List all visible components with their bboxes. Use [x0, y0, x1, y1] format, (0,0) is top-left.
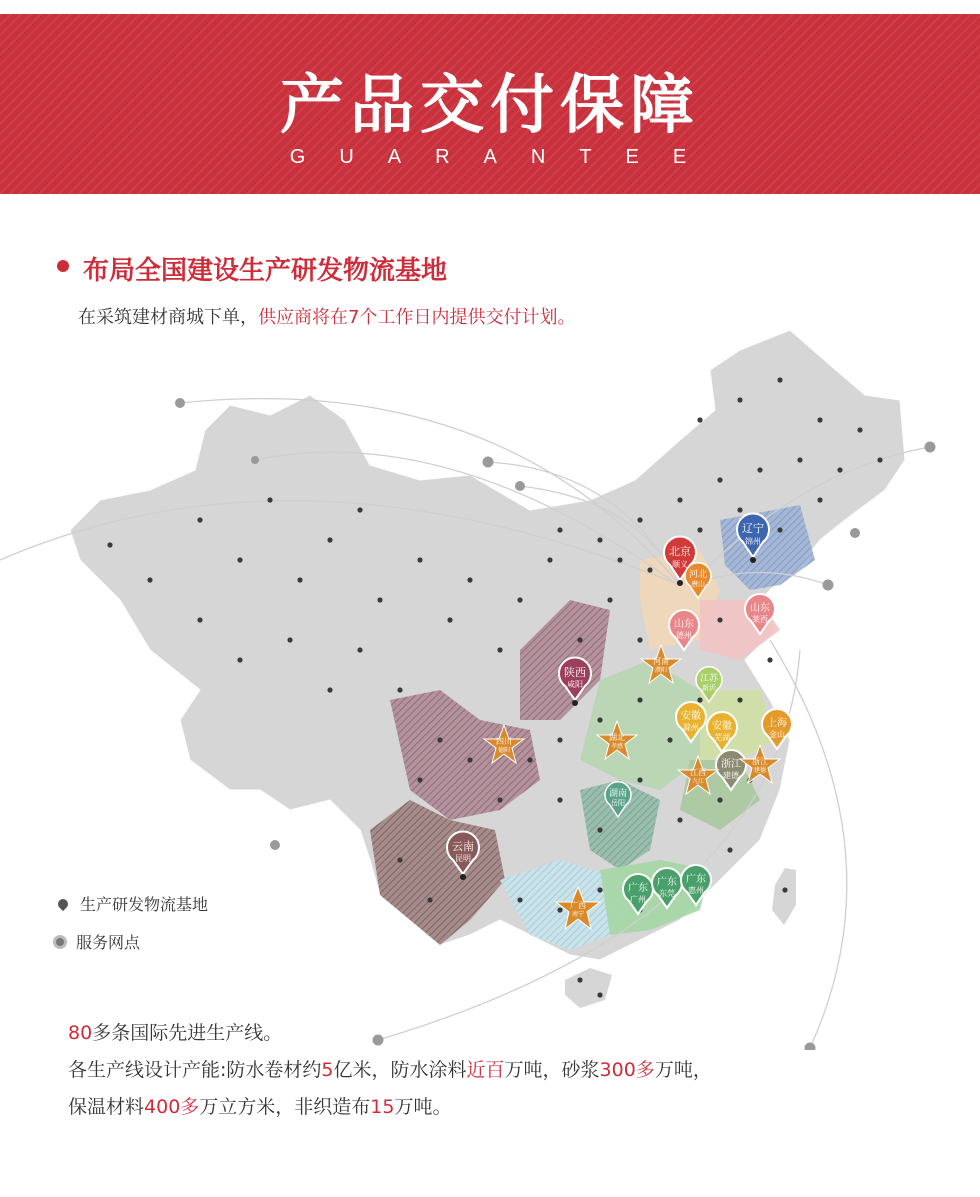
base-pin-shanghai-province: 上海	[767, 718, 787, 729]
star-base-sichuan-city: 德阳	[497, 747, 511, 754]
section-title: 布局全国建设生产研发物流基地	[83, 256, 448, 286]
base-pin-liaoning-province: 辽宁	[742, 522, 764, 535]
facts-line3-a: 保温材料	[68, 1096, 145, 1118]
base-pin-shanghai-city: 金山	[769, 730, 785, 739]
legend-base-label: 生产研发物流基地	[80, 895, 209, 914]
facts-line2-d: 万吨，	[654, 1059, 712, 1081]
facts-line1-text: 多条国际先进生产线。	[92, 1022, 283, 1044]
base-pin-anhui-chuzhou-city: 滁州	[683, 723, 699, 732]
map-pin-icon	[56, 896, 70, 910]
facts-line2-n1: 5	[321, 1059, 334, 1081]
base-pin-yunnan-province: 云南	[452, 840, 474, 853]
base-pin-hebei-city: 唐山	[691, 580, 705, 588]
star-base-hubei-province: 湖北	[609, 733, 625, 742]
facts-line2-n2: 近百	[466, 1059, 505, 1081]
base-pin-beijing-city: 顺义	[672, 560, 688, 569]
taiwan-shape	[772, 868, 796, 925]
base-pin-shaanxi-city: 咸阳	[567, 680, 583, 689]
facts-line3-c: 万吨。	[394, 1096, 452, 1118]
base-pin-anhui-wuhu-province: 安徽	[712, 721, 732, 732]
star-base-hubei-city: 孝感	[610, 743, 624, 750]
base-pin-hunan-city: 岳阳	[611, 799, 625, 807]
facts-line-2	[68, 1052, 712, 1089]
base-pin-guangdong-huizhou-city: 惠州	[688, 886, 704, 895]
facts-line3-n2: 15	[370, 1096, 395, 1118]
base-pin-shandong-laixi-city: 莱西	[752, 615, 768, 624]
facts-line-1	[68, 1015, 712, 1052]
service-point-icon	[56, 938, 64, 946]
facts-line-3	[68, 1089, 712, 1126]
base-pin-guangdong-guangzhou-province: 广东	[628, 883, 648, 894]
legend-base	[56, 892, 208, 915]
header-banner	[0, 14, 980, 194]
base-pin-guangdong-guangzhou-city: 广州	[630, 895, 646, 904]
intro-highlight: 供应商将在7个工作日内提供交付计划。	[258, 307, 576, 328]
page-subtitle: GUARANTEE	[289, 146, 721, 168]
facts-line2-a: 各生产线设计产能:防水卷材约	[68, 1059, 322, 1081]
facts-line2-c: 万吨，砂浆	[504, 1059, 600, 1081]
star-base-henan-province: 河南	[653, 657, 669, 666]
facts-line2-b: 亿米，防水涂料	[333, 1059, 467, 1081]
page-title: 产品交付保障	[280, 69, 700, 143]
facts-line3-b: 万立方米，非织造布	[199, 1096, 371, 1118]
star-base-henan-city: 濮阳	[654, 667, 668, 674]
base-pin-shaanxi-province: 陕西	[564, 666, 586, 679]
section-bullet-icon	[57, 260, 69, 272]
base-pin-beijing-province: 北京	[669, 545, 691, 558]
facts-line2-n3: 300多	[599, 1059, 655, 1081]
intro-prefix: 在采筑建材商城下单，	[78, 307, 258, 328]
base-pin-jiangsu-province: 江苏	[699, 674, 719, 684]
base-pin-guangdong-huizhou-province: 广东	[686, 874, 706, 885]
base-pin-yunnan-city: 昆明	[455, 854, 471, 863]
star-base-guangxi-city: 南宁	[571, 911, 585, 918]
star-base-guangxi-province: 广西	[570, 901, 586, 910]
base-pin-zhejiang-city: 建德	[723, 771, 739, 780]
base-pin-jiangsu-city: 新沂	[702, 684, 716, 692]
base-pin-hebei-province: 河北	[688, 570, 708, 580]
star-base-jiangxi-province: 江西	[690, 768, 706, 777]
star-base-zhejiang-province: 浙江	[752, 757, 768, 766]
base-pin-anhui-wuhu-city: 芜湖	[714, 733, 730, 742]
base-pin-shandong-dezhou-province: 山东	[674, 619, 694, 630]
china-map	[0, 320, 980, 1050]
base-pin-guangdong-dongguan-province: 广东	[657, 877, 677, 888]
base-pin-guangdong-dongguan-city: 东莞	[659, 889, 675, 898]
star-base-sichuan-province: 四川	[496, 737, 512, 746]
facts-line1-number: 80	[68, 1022, 93, 1044]
base-pin-shandong-laixi-province: 山东	[750, 603, 770, 614]
hainan-shape	[565, 968, 612, 1008]
base-pin-anhui-chuzhou-province: 安徽	[681, 711, 701, 722]
star-base-jiangxi-city: 九江	[691, 778, 705, 785]
base-pin-hunan-province: 湖南	[608, 789, 628, 799]
base-pin-liaoning-city: 锦州	[745, 537, 761, 546]
star-base-zhejiang-city: 建德	[753, 767, 767, 774]
base-pin-shandong-dezhou-city: 德州	[676, 631, 692, 640]
legend-service-label: 服务网点	[76, 933, 141, 952]
facts-line3-n1: 400多	[144, 1096, 200, 1118]
base-pin-zhejiang-province: 浙江	[721, 759, 741, 770]
legend-service	[56, 930, 140, 953]
facts-text	[68, 1015, 712, 1126]
